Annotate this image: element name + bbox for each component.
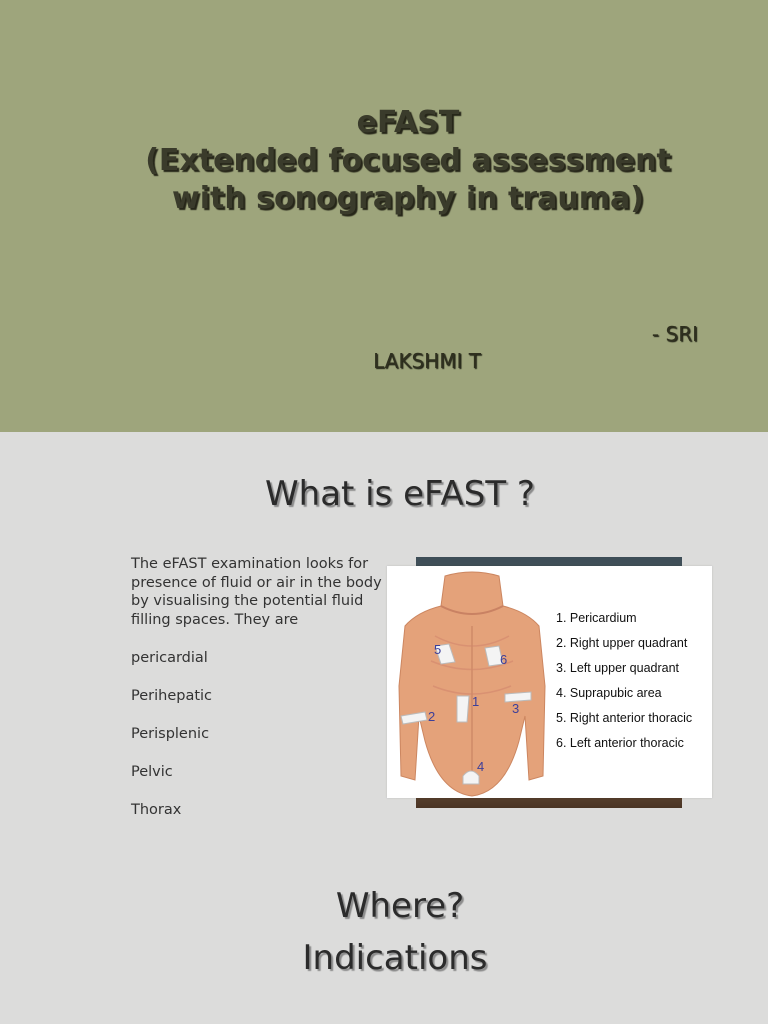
marker-label: 1: [472, 694, 480, 709]
legend-item: 5. Right anterior thoracic: [556, 711, 693, 725]
list-item: Pelvic: [131, 763, 173, 780]
legend-item: 2. Right upper quadrant: [556, 636, 688, 650]
heading-line-2: Indications: [302, 938, 488, 978]
next-slide-heading: [100, 880, 700, 984]
author-line-2: LAKSHMI T: [373, 349, 481, 373]
figure-legend: [556, 606, 712, 756]
torso-illustration: [387, 566, 557, 798]
title-line-3: with sonography in trauma): [172, 181, 644, 216]
efast-probe-diagram: [387, 566, 712, 798]
title-slide: [0, 0, 768, 432]
title-line-1: eFAST: [356, 105, 460, 140]
heading-line-1: Where?: [335, 886, 465, 926]
content-slide: [0, 432, 768, 1024]
marker-label: 3: [512, 701, 520, 716]
title-line-2: (Extended focused assessment: [145, 143, 671, 178]
marker-label: 4: [477, 759, 485, 774]
marker-label: 5: [434, 642, 442, 657]
legend-item: 1. Pericardium: [556, 611, 637, 625]
marker-label: 2: [428, 709, 436, 724]
legend-item: 3. Left upper quadrant: [556, 661, 680, 675]
list-item: Perisplenic: [131, 725, 210, 742]
list-item: Perihepatic: [131, 687, 213, 704]
intro-paragraph: The eFAST examination looks for presence of fluid or air in the body by visualising the potential fluid filling spaces. They are: [131, 556, 382, 628]
slide-title: [100, 104, 716, 218]
list-item: pericardial: [131, 649, 208, 666]
legend-item: 6. Left anterior thoracic: [556, 736, 684, 750]
list-item: Thorax: [131, 801, 182, 818]
author-line-1: - SRI: [651, 322, 698, 346]
slide-body-text: [131, 555, 391, 819]
marker-label: 6: [500, 652, 508, 667]
legend-item: 4. Suprapubic area: [556, 686, 662, 700]
slide-heading: What is eFAST ?: [265, 474, 535, 514]
